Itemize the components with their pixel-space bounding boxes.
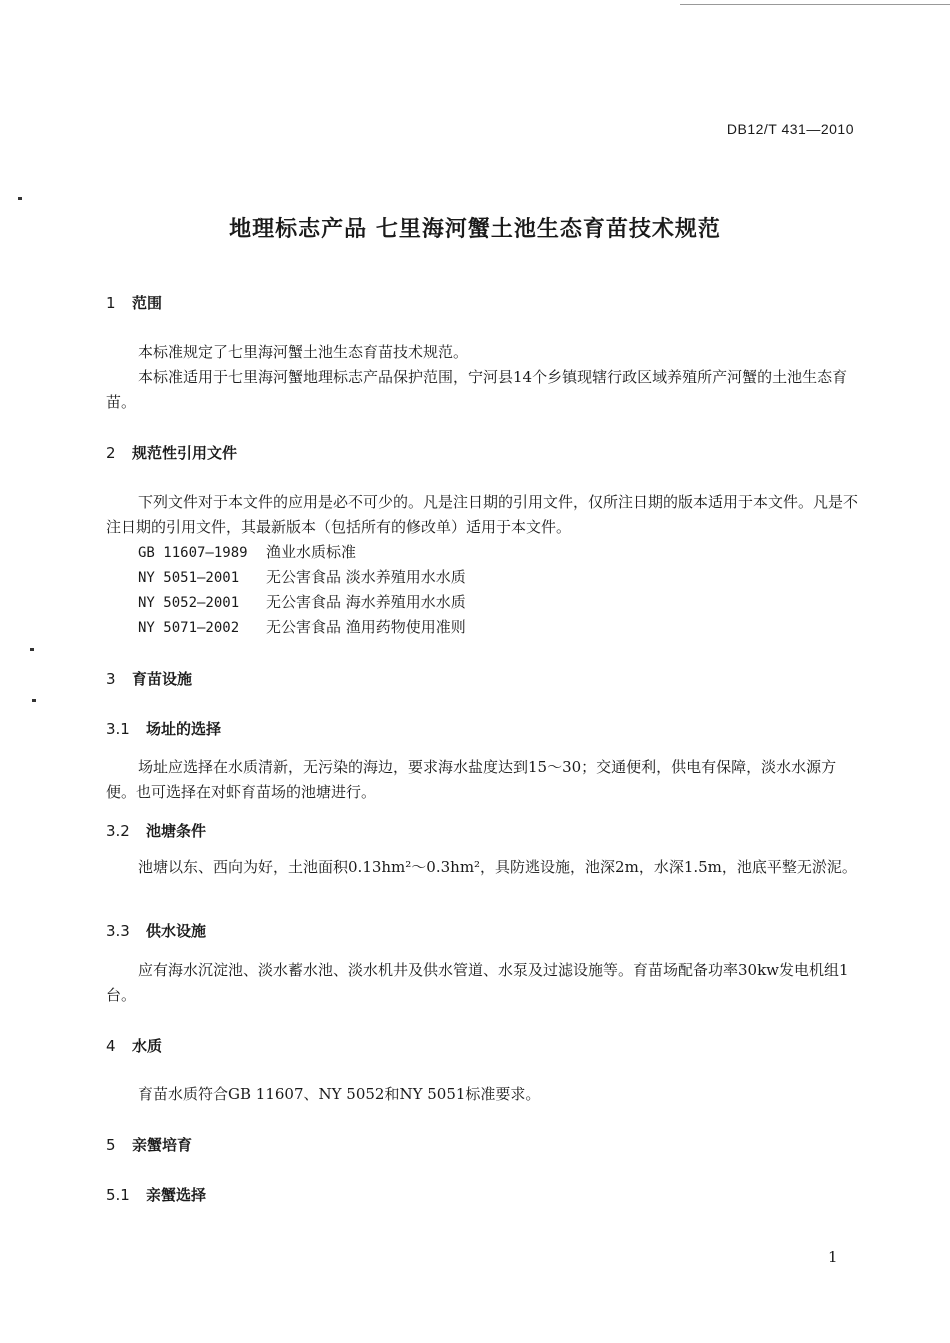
paragraph: 育苗水质符合GB 11607、NY 5052和NY 5051标准要求。: [138, 1085, 541, 1103]
section-number: 5.1: [106, 1186, 130, 1204]
paragraph: 本标准适用于七里海河蟹地理标志产品保护范围，宁河县14个乡镇现辖行政区域养殖所产河蟹的土池生态育苗。: [106, 368, 848, 411]
section-number: 3: [106, 670, 116, 688]
section-5-heading: [106, 1134, 192, 1155]
section-number: 3.1: [106, 720, 130, 738]
page-number: 1: [828, 1248, 838, 1266]
section-title: 亲蟹培育: [132, 1136, 193, 1154]
section-title: 水质: [132, 1037, 163, 1055]
section-title: 育苗设施: [132, 670, 193, 688]
reference-code: NY 5071—2002: [138, 620, 240, 636]
section-number: 4: [106, 1037, 116, 1055]
paragraph: 场址应选择在水质清新，无污染的海边，要求海水盐度达到15～30；交通便利，供电有保障，淡水水源方便。也可选择在对虾育苗场的池塘进行。: [106, 758, 837, 801]
section-title: 范围: [132, 294, 163, 312]
section-title: 场址的选择: [146, 720, 222, 738]
section-number: 5: [106, 1136, 116, 1154]
paragraph: 下列文件对于本文件的应用是必不可少的。凡是注日期的引用文件，仅所注日期的版本适用于本文件。凡是不注日期的引用文件，其最新版本（包括所有的修改单）适用于本文件。: [106, 493, 859, 536]
section-number: 2: [106, 444, 116, 462]
section-number: 1: [106, 294, 116, 312]
section-3-1-heading: [106, 718, 221, 739]
section-number: 3.2: [106, 822, 130, 840]
section-title: 供水设施: [146, 922, 207, 940]
section-title: 亲蟹选择: [146, 1186, 207, 1204]
reference-item: [138, 541, 356, 562]
reference-code: NY 5051—2001: [138, 570, 240, 586]
reference-name: 无公害食品 渔用药物使用准则: [266, 618, 466, 636]
reference-name: 无公害食品 淡水养殖用水水质: [266, 568, 466, 586]
reference-item: [138, 566, 466, 587]
reference-code: GB 11607—1989: [138, 545, 248, 561]
paragraph: 本标准规定了七里海河蟹土池生态育苗技术规范。: [138, 343, 469, 361]
standard-code: DB12/T 431—2010: [726, 121, 854, 137]
section-4-heading: [106, 1035, 162, 1056]
reference-item: [138, 616, 466, 637]
section-3-2-heading: [106, 820, 206, 841]
document-title: 地理标志产品 七里海河蟹土池生态育苗技术规范: [229, 217, 721, 242]
paragraph: 应有海水沉淀池、淡水蓄水池、淡水机井及供水管道、水泵及过滤设施等。育苗场配备功率30kw发电机组1台。: [106, 961, 849, 1004]
reference-item: [138, 591, 466, 612]
section-number: 3.3: [106, 922, 130, 940]
reference-name: 无公害食品 海水养殖用水水质: [266, 593, 466, 611]
scan-speck: [30, 648, 34, 651]
section-title: 池塘条件: [146, 822, 207, 840]
section-3-3-heading: [106, 920, 206, 941]
paragraph: 池塘以东、西向为好，土池面积0.13hm²～0.3hm²，具防逃设施，池深2m，水深1.5m，池底平整无淤泥。: [138, 858, 857, 876]
section-1-heading: [106, 292, 162, 313]
top-border-line: [680, 4, 950, 5]
section-title: 规范性引用文件: [132, 444, 238, 462]
scan-speck: [32, 699, 36, 702]
scan-speck: [18, 197, 22, 200]
section-5-1-heading: [106, 1184, 206, 1205]
section-3-heading: [106, 668, 192, 689]
section-2-heading: [106, 442, 237, 463]
reference-code: NY 5052—2001: [138, 595, 240, 611]
reference-name: 渔业水质标准: [266, 543, 357, 561]
